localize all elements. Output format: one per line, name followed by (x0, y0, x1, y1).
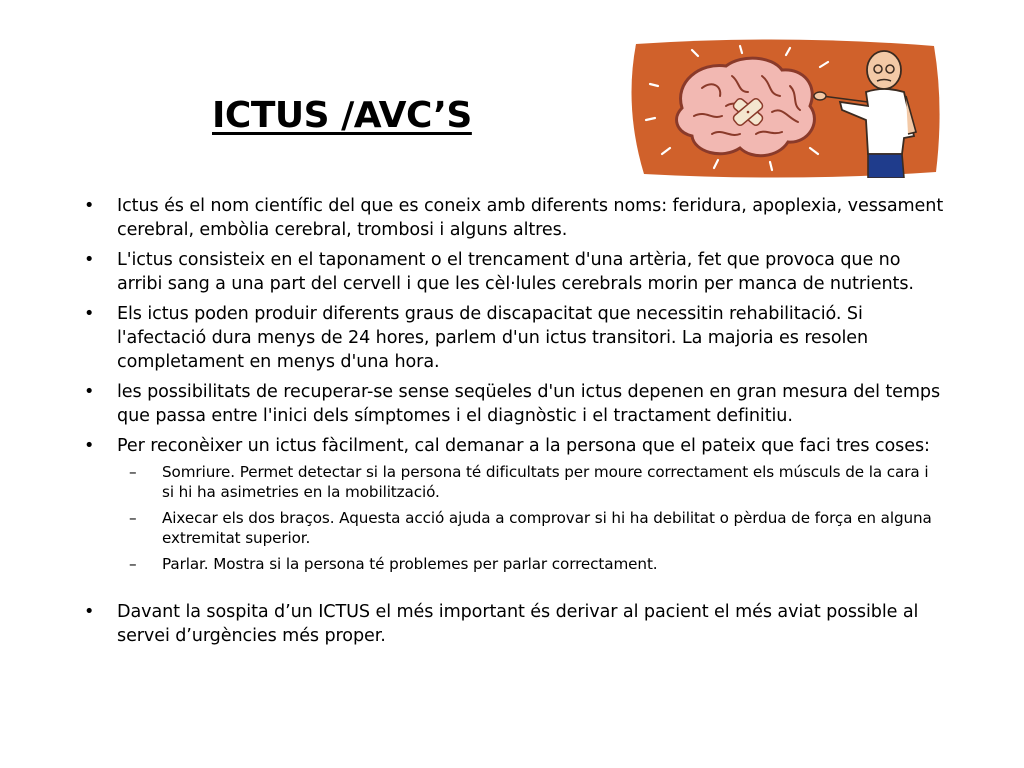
sub-bullet-item: – Parlar. Mostra si la persona té problemes per parlar correctament. (117, 554, 944, 574)
stroke-illustration (622, 36, 942, 178)
bullet-item: • L'ictus consisteix en el taponament o el trencament d'una artèria, fet que provoca que no arribi sang a una part del cervell i que les cèl·lules cerebrals morin per manca de nutrients. (84, 248, 944, 296)
bullet-item: • les possibilitats de recuperar-se sense seqüeles d'un ictus depenen en gran mesura del temps que passa entre l'inici dels símptomes i el diagnòstic i el tractament definitiu. (84, 380, 944, 428)
sub-bullet-list (117, 462, 944, 574)
final-bullet-item: • Davant la sospita d’un ICTUS el més important és derivar al pacient el més aviat possible al servei d’urgències més proper. (84, 600, 944, 648)
bullet-list (84, 194, 944, 654)
sub-bullet-item: – Somriure. Permet detectar si la persona té dificultats per moure correctament els músculs de la cara i si hi ha asimetries en la mobilització. (117, 462, 944, 502)
slide-title: ICTUS /AVC’S (212, 95, 472, 136)
sub-bullet-item: – Aixecar els dos braços. Aquesta acció ajuda a comprovar si hi ha debilitat o pèrdua de força en alguna extremitat superior. (117, 508, 944, 548)
bullet-item: • Els ictus poden produir diferents graus de discapacitat que necessitin rehabilitació. Si l'afectació dura menys de 24 hores, parlem d'un ictus transitori. La majoria es resolen completament en menys d'una hora. (84, 302, 944, 374)
bullet-item: • Ictus és el nom científic del que es coneix amb diferents noms: feridura, apoplexia, vessament cerebral, embòlia cerebral, trombosi i alguns altres. (84, 194, 944, 242)
bullet-item-with-subitems (84, 434, 944, 574)
bullet-item-text: Per reconèixer un ictus fàcilment, cal demanar a la persona que el pateix que faci tres coses: (117, 436, 930, 456)
